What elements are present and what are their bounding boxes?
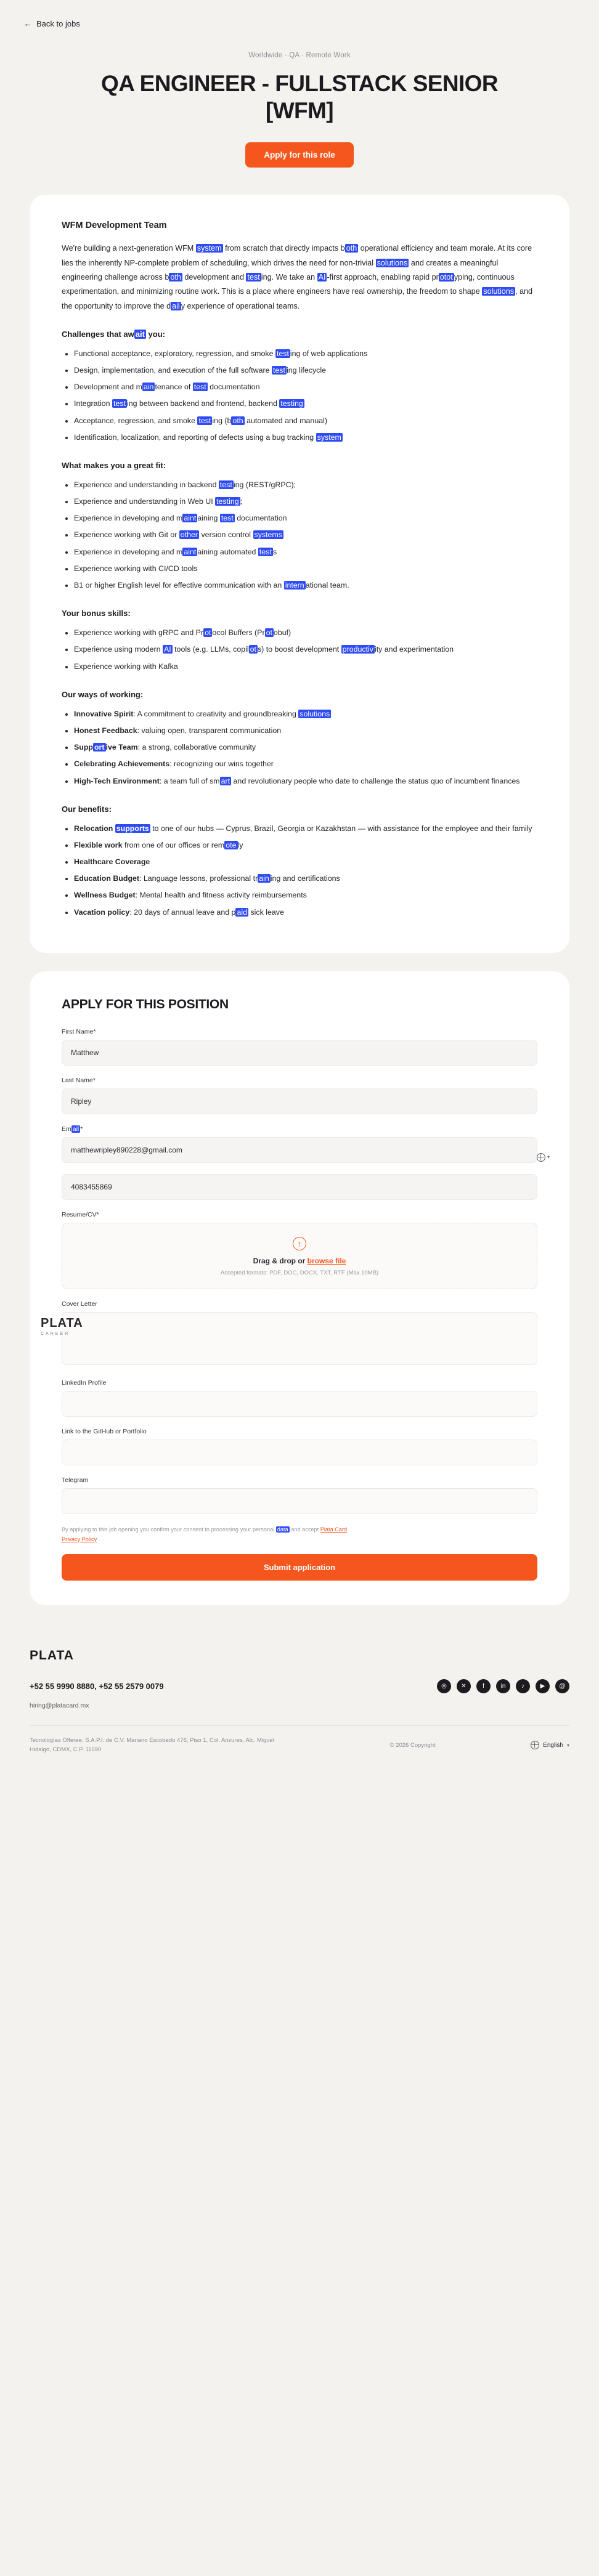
- list-item: • Experience working with Kafka: [74, 659, 537, 674]
- x-twitter-icon[interactable]: ✕: [457, 1679, 471, 1693]
- arrow-left-icon: ←: [23, 18, 32, 28]
- challenges-heading: Challenges that aw ait you:: [62, 329, 165, 339]
- tiktok-icon[interactable]: ♪: [516, 1679, 530, 1693]
- resume-label: Resume/CV*: [62, 1210, 99, 1218]
- youtube-icon[interactable]: ▶: [536, 1679, 550, 1693]
- last-name-field-group: [62, 1077, 537, 1114]
- consent-part-2: and accept: [289, 1526, 320, 1533]
- github-field-group: [62, 1428, 537, 1465]
- list-item: • Healthcare Coverage: [74, 854, 537, 869]
- list-item: • Education Budget: Language lessons, professional tr ain ing and certifications: [74, 871, 537, 886]
- footer: [0, 1627, 599, 1770]
- plata-wordmark: PLATA: [41, 1316, 83, 1330]
- footer-phones[interactable]: +52 55 9990 8880, +52 55 2579 0079: [30, 1682, 164, 1691]
- cover-letter-label: Cover Letter: [62, 1300, 97, 1308]
- list-item: • Vacation policy: 20 days of annual leave and p aid sick leave: [74, 905, 537, 920]
- list-item: • Acceptance, regression, and smoke test ing (b oth automated and manual): [74, 413, 537, 428]
- list-item: • High-Tech Environment: a team full of sm art and revolutionary people who date to challenge the status quo of incumbent finances: [74, 774, 537, 788]
- plata-card-link[interactable]: Plata Card: [320, 1526, 348, 1533]
- facebook-icon[interactable]: f: [476, 1679, 491, 1693]
- first-name-input[interactable]: [62, 1040, 537, 1066]
- benefits-list: [62, 821, 537, 920]
- benefits-heading: Our benefits:: [62, 804, 112, 814]
- submit-application-button[interactable]: Submit application: [62, 1554, 537, 1581]
- linkedin-label: LinkedIn Profile: [62, 1379, 107, 1387]
- list-item: • Design, implementation, and execution of the full software test ing lifecycle: [74, 363, 537, 378]
- github-label: Link to the GitHub or Portfolio: [62, 1427, 147, 1435]
- footer-bottom-row: [30, 1725, 569, 1754]
- footer-email[interactable]: hiring@platacard.mx: [30, 1702, 89, 1710]
- list-item: • Experience in developing and m aint aining automated test s: [74, 545, 537, 559]
- list-item: • Relocation supports to one of our hubs — Cyprus, Brazil, Georgia or Kazakhstan — with assistance for the employee and their family: [74, 821, 537, 836]
- form-title: APPLY FOR THIS POSITION: [62, 997, 229, 1011]
- page-title: QA ENGINEER - FULLSTACK SENIOR [WFM]: [101, 71, 498, 123]
- list-item: • Celebrating Achievements: recognizing our wins together: [74, 756, 537, 771]
- last-name-label: Last Name*: [62, 1076, 96, 1084]
- challenges-list: [62, 346, 537, 445]
- list-item: • Honest Feedback: valuing open, transparent communication: [74, 723, 537, 738]
- topbar: [0, 0, 599, 30]
- great-fit-heading: What makes you a great fit:: [62, 460, 166, 470]
- language-label: English: [543, 1741, 563, 1749]
- list-item: • Innovative Spirit: A commitment to creativity and groundbreaking solutions: [74, 707, 537, 721]
- linkedin-icon[interactable]: in: [496, 1679, 510, 1693]
- telegram-label: Telegram: [62, 1476, 89, 1484]
- footer-social-links: [437, 1679, 569, 1693]
- telegram-field-group: [62, 1476, 537, 1514]
- list-item: • Experience working with gRPC and Pr ot ocol Buffers (Pr ot obuf): [74, 625, 537, 640]
- resume-dropzone[interactable]: [62, 1223, 537, 1289]
- job-description-card: [30, 195, 569, 953]
- dropzone-main-text: [68, 1257, 531, 1265]
- resume-field-group: [62, 1211, 537, 1289]
- list-item: • Experience using modern AI tools (e.g. LLMs, copil ot s) to boost development productiv ity and experimentation: [74, 642, 537, 657]
- list-item: • Wellness Budget: Mental health and fitness activity reimbursements: [74, 888, 537, 902]
- plata-career-sublabel: CAREER: [41, 1331, 70, 1336]
- phone-input[interactable]: [62, 1174, 537, 1200]
- github-input[interactable]: [62, 1440, 537, 1465]
- list-item: • B1 or higher English level for effective communication with an intern ational team.: [74, 578, 537, 593]
- phone-field-group: [62, 1154, 550, 1200]
- globe-icon: [531, 1741, 539, 1749]
- last-name-input[interactable]: [62, 1088, 537, 1114]
- cover-letter-field-group: [62, 1300, 537, 1368]
- instagram-icon[interactable]: ◎: [437, 1679, 451, 1693]
- linkedin-input[interactable]: [62, 1391, 537, 1417]
- chevron-down-icon: ▾: [566, 1742, 569, 1748]
- email-label: Em ail *: [62, 1125, 83, 1133]
- linkedin-field-group: [62, 1379, 537, 1417]
- chevron-down-icon: ▾: [547, 1154, 550, 1160]
- list-item: • Experience and understanding in Web UI testing ;: [74, 494, 537, 509]
- hero-section: [0, 30, 599, 174]
- bonus-heading: Your bonus skills:: [62, 609, 131, 618]
- ways-of-working-heading: Our ways of working:: [62, 689, 144, 699]
- threads-icon[interactable]: @: [555, 1679, 569, 1693]
- dropzone-main-label: Drag & drop or: [253, 1256, 308, 1265]
- apply-for-role-button[interactable]: Apply for this role: [245, 142, 354, 168]
- team-heading: WFM Development Team: [62, 221, 167, 231]
- back-to-jobs-label: Back to jobs: [36, 18, 80, 28]
- great-fit-list: [62, 477, 537, 593]
- list-item: • Experience and understanding in backend test ing (REST/gRPC);: [74, 477, 537, 492]
- cover-letter-textarea[interactable]: [62, 1312, 537, 1365]
- footer-address: Tecnologías Offeree, S.A.P.I. de C.V. Mariano Escobedo 476, Piso 1, Col. Anzures, Alc. Miguel Hidalgo, CDMX, C.P. 11590: [30, 1737, 274, 1754]
- list-item: • Functional acceptance, exploratory, regression, and smoke test ing of web applications: [74, 346, 537, 361]
- telegram-input[interactable]: [62, 1488, 537, 1514]
- list-item: • Experience working with CI/CD tools: [74, 561, 537, 576]
- phone-country-selector[interactable]: [537, 1153, 550, 1162]
- browse-file-link[interactable]: browse file: [307, 1256, 346, 1265]
- list-item: • Experience in developing and m aint aining test documentation: [74, 511, 537, 525]
- consent-part-1: By applying to this job opening you confirm your consent to processing your personal: [62, 1526, 276, 1533]
- list-item: • Identification, localization, and reporting of defects using a bug tracking system: [74, 430, 537, 445]
- first-name-label: First Name*: [62, 1027, 96, 1035]
- job-meta: Worldwide · QA · Remote Work: [248, 52, 351, 59]
- list-item: • Integration test ing between backend and frontend, backend testing: [74, 396, 537, 411]
- email-input[interactable]: [62, 1137, 537, 1163]
- footer-brand: PLATA: [30, 1648, 74, 1663]
- application-form-card: [30, 971, 569, 1605]
- privacy-policy-link[interactable]: Privacy Policy: [62, 1536, 97, 1542]
- job-intro-paragraph: We're building a next-generation WFM system from scratch that directly impacts b oth operational efficiency and team morale. At its core lies the inherently NP-complete problem of scheduling, which drives the need for non-trivial solutions and creates a meaningful engineering challenge across b oth development and test ing. We take an AI -first approach, enabling rapid pr otot yping, continuous experimentation, and minimizing routine work. This is a place where engineers have real ownership, the freedom to shape solutions , and the opportunity to improve the d ail y experience of operational teams.: [62, 244, 533, 310]
- list-item: • Supp ort ive Team: a strong, collaborative community: [74, 740, 537, 755]
- globe-icon: [537, 1153, 545, 1162]
- upload-icon: ↑: [293, 1237, 306, 1250]
- footer-copyright: © 2026 Copyright: [389, 1741, 436, 1749]
- footer-contact-row: [30, 1679, 569, 1693]
- language-selector[interactable]: [531, 1741, 569, 1749]
- list-item: • Flexible work from one of our offices or rem ote ly: [74, 838, 537, 853]
- consent-data-highlight: data: [277, 1526, 288, 1533]
- back-to-jobs-link[interactable]: [23, 18, 80, 28]
- list-item: • Experience working with Git or other version control systems: [74, 527, 537, 542]
- dropzone-formats-hint: Accepted formats: PDF, DOC, DOCX, TXT, RTF (Max 10MB): [220, 1269, 379, 1276]
- first-name-field-group: [62, 1028, 537, 1066]
- email-field-group: [62, 1125, 537, 1163]
- consent-text: [62, 1525, 537, 1544]
- ways-of-working-list: [62, 707, 537, 788]
- list-item: • Development and m ain tenance of test documentation: [74, 379, 537, 394]
- bonus-list: [62, 625, 537, 674]
